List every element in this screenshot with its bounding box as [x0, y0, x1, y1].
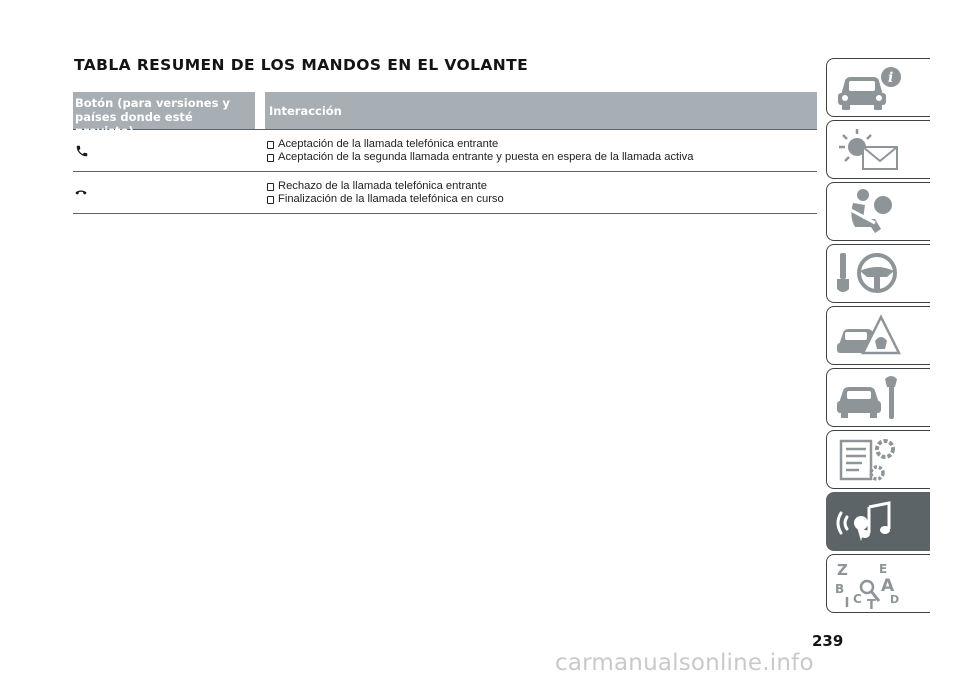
tab-index[interactable]	[826, 554, 930, 613]
list-item	[265, 193, 817, 206]
button-cell	[73, 130, 265, 171]
warning-lights-message-icon	[835, 125, 901, 175]
table-header	[73, 92, 817, 138]
list-item	[265, 151, 817, 164]
interaction-cell	[265, 172, 817, 213]
header-separator	[255, 92, 265, 129]
item-text: Rechazo de la llamada telefónica entrante	[278, 180, 487, 192]
specs-gear-icon	[835, 435, 901, 485]
bullet-icon	[267, 154, 274, 162]
index-letter: B	[835, 582, 845, 596]
car-breakdown-warning-icon	[835, 311, 901, 361]
index-letter: C	[853, 592, 862, 606]
item-text: Finalización de la llamada telefónica en curso	[278, 193, 504, 205]
car-wrench-icon	[835, 373, 901, 423]
tab-car-info[interactable]	[826, 58, 930, 117]
header-button: Botón (para versiones y países donde esté previsto)	[75, 96, 230, 138]
phone-accept-icon	[75, 144, 89, 158]
multimedia-music-icon	[835, 497, 901, 547]
table-row	[73, 130, 817, 172]
button-cell	[73, 172, 265, 213]
item-text: Aceptación de la segunda llamada entrante y puesta en espera de la llamada activa	[278, 151, 694, 163]
tab-specifications[interactable]	[826, 430, 930, 489]
watermark: carmanualsonline.info	[555, 650, 814, 676]
tab-emergency[interactable]	[826, 306, 930, 365]
interaction-cell	[265, 130, 817, 171]
bullet-icon	[267, 183, 274, 191]
alphabet-index-icon	[835, 559, 901, 609]
seat-airbag-icon	[835, 187, 901, 237]
table-row	[73, 172, 817, 214]
list-item	[265, 138, 817, 151]
tab-starting[interactable]	[826, 244, 930, 303]
phone-reject-icon	[75, 188, 87, 198]
list-item	[265, 180, 817, 193]
tab-multimedia[interactable]	[826, 492, 930, 551]
key-steering-wheel-icon	[835, 249, 901, 299]
page-number: 239	[812, 632, 844, 650]
index-letter: D	[890, 593, 900, 606]
index-letter: E	[879, 562, 888, 576]
bullet-icon	[267, 141, 274, 149]
index-letter: T	[867, 598, 876, 609]
item-text: Aceptación de la llamada telefónica entrante	[278, 138, 499, 150]
controls-table	[73, 92, 817, 214]
index-letter: Z	[837, 561, 848, 579]
tab-maintenance[interactable]	[826, 368, 930, 427]
tab-safety[interactable]	[826, 182, 930, 241]
index-letter: A	[881, 576, 895, 596]
page-title: TABLA RESUMEN DE LOS MANDOS EN EL VOLANTE	[74, 56, 529, 74]
header-interaction: Interacción	[269, 103, 342, 118]
svg-text:i: i	[888, 70, 894, 86]
tab-warning-lights[interactable]	[826, 120, 930, 179]
car-info-icon	[835, 63, 901, 113]
bullet-icon	[267, 196, 274, 204]
